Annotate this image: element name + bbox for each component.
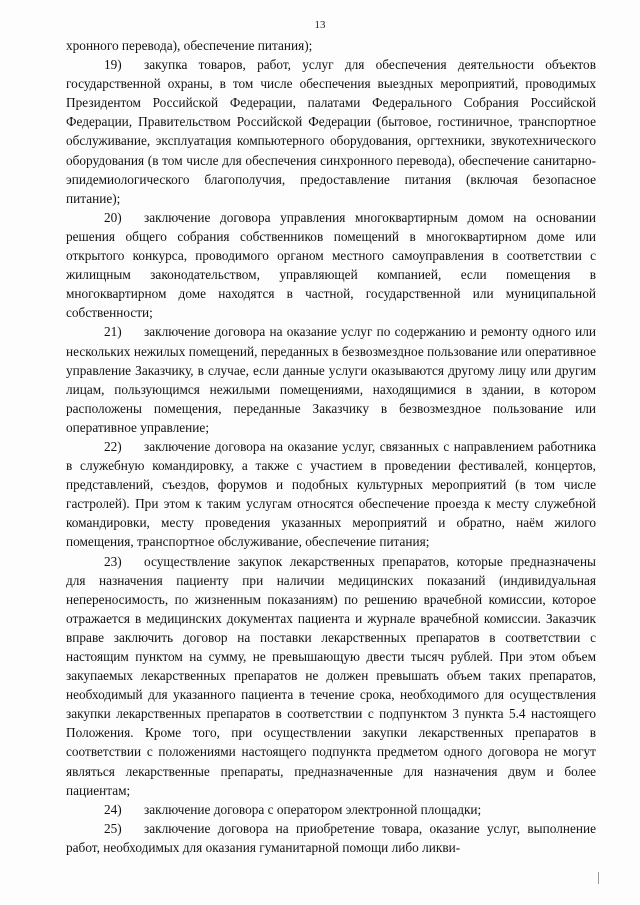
item-text: заключение договора на оказание услуг, связанных с направлением работника в служебную командировку, а также с участием в проведении фестивалей, концертов, представлений, съездов, форумов и подобных культурных мероприятий (в том числе гастролей). При этом к таким услугам относятся обеспечение проезда к месту служебной командировки, месту проведения указанных мероприятий и обратно, наём жилого помещения, транспортное обслуживание, обеспечение питания; xyxy=(66,438,596,550)
item-text: осуществление закупок лекарственных препаратов, которые предназначены для назначения пациенту при наличии медицинских показаний (индивидуальная непереносимость, по жизненным показаниям) по решению врачебной комиссии, которое отражается в медицинских документах пациента и журнале врачебной комиссии. Заказчик вправе заключить договор на поставки лекарственных препаратов в соответствии с настоящим пунктом на сумму, не превышающую двести тысяч рублей. При этом объем закупаемых лекарственных препаратов не должен превышать объем таких препаратов, необходимый для указанного пациента в течение срока, необходимого для осуществления закупки лекарственных препаратов в соответствии с подпунктом 3 пункта 5.4 настоящего Положения. Кроме того, при осуществлении закупки лекарственных препаратов в соответствии с положениями настоящего подпункта предметом одного договора не могут являться лекарственные препараты, предназначенные для назначения двум и более пациентам; xyxy=(66,553,596,798)
item-text: закупка товаров, работ, услуг для обеспечения деятельности объектов государственной охраны, в том числе обеспечения выездных мероприятий, проводимых Президентом Российской Федерации, палатами Федерального Собрания Российской Федерации, Правительством Российской Федерации (бытовое, гостиничное, транспортное обслуживание, эксплуатация компьютерного оборудования, оргтехники, звукотехнического оборудования (в том числе для обеспечения синхронного перевода), обеспечение санитарно-эпидемиологического благополучия, предоставление питания (включая безопасное питание); xyxy=(66,57,596,206)
item-number: 25) xyxy=(104,820,122,836)
item-number: 23) xyxy=(104,553,122,569)
list-item-21 xyxy=(66,322,596,437)
paragraph-text: хронного перевода), обеспечение питания); xyxy=(66,38,313,53)
item-text: заключение договора управления многоквартирным домом на основании решения общего собрания собственников помещений в многоквартирном доме или открытого конкурса, проводимого органом местного самоуправления в соответствии с жилищным законодательством, управляющей компанией, если помещения в многоквартирном доме находятся в частной, государственной или муниципальной собственности; xyxy=(66,209,596,321)
list-item-19 xyxy=(66,55,596,208)
document-body xyxy=(66,36,596,857)
item-number: 22) xyxy=(104,438,122,454)
page-number: 13 xyxy=(314,19,326,31)
item-text: заключение договора с оператором электронной площадки; xyxy=(144,801,482,817)
list-item-25 xyxy=(66,819,596,857)
item-number: 20) xyxy=(104,209,122,225)
list-item-20 xyxy=(66,208,596,323)
list-item-24 xyxy=(66,800,596,819)
scan-artifact-mark xyxy=(598,872,599,884)
list-item-22 xyxy=(66,437,596,552)
item-text: заключение договора на приобретение товара, оказание услуг, выполнение работ, необходимых для оказания гуманитарной помощи либо ликви- xyxy=(66,820,596,855)
item-number: 24) xyxy=(104,801,122,817)
item-number: 21) xyxy=(104,324,122,340)
list-item-23 xyxy=(66,552,596,800)
item-number: 19) xyxy=(104,57,122,73)
paragraph-continuation xyxy=(66,36,596,55)
item-text: заключение договора на оказание услуг по содержанию и ремонту одного или нескольких нежилых помещений, переданных в безвозмездное пользование или оперативное управление Заказчику, в случае, если данные услуги оказываются другому лицу или другим лицам, пользующимся нежилыми помещениями, находящимися в здании, в котором расположены помещения, переданные Заказчику в безвозмездное пользование или оперативное управление; xyxy=(66,324,596,435)
